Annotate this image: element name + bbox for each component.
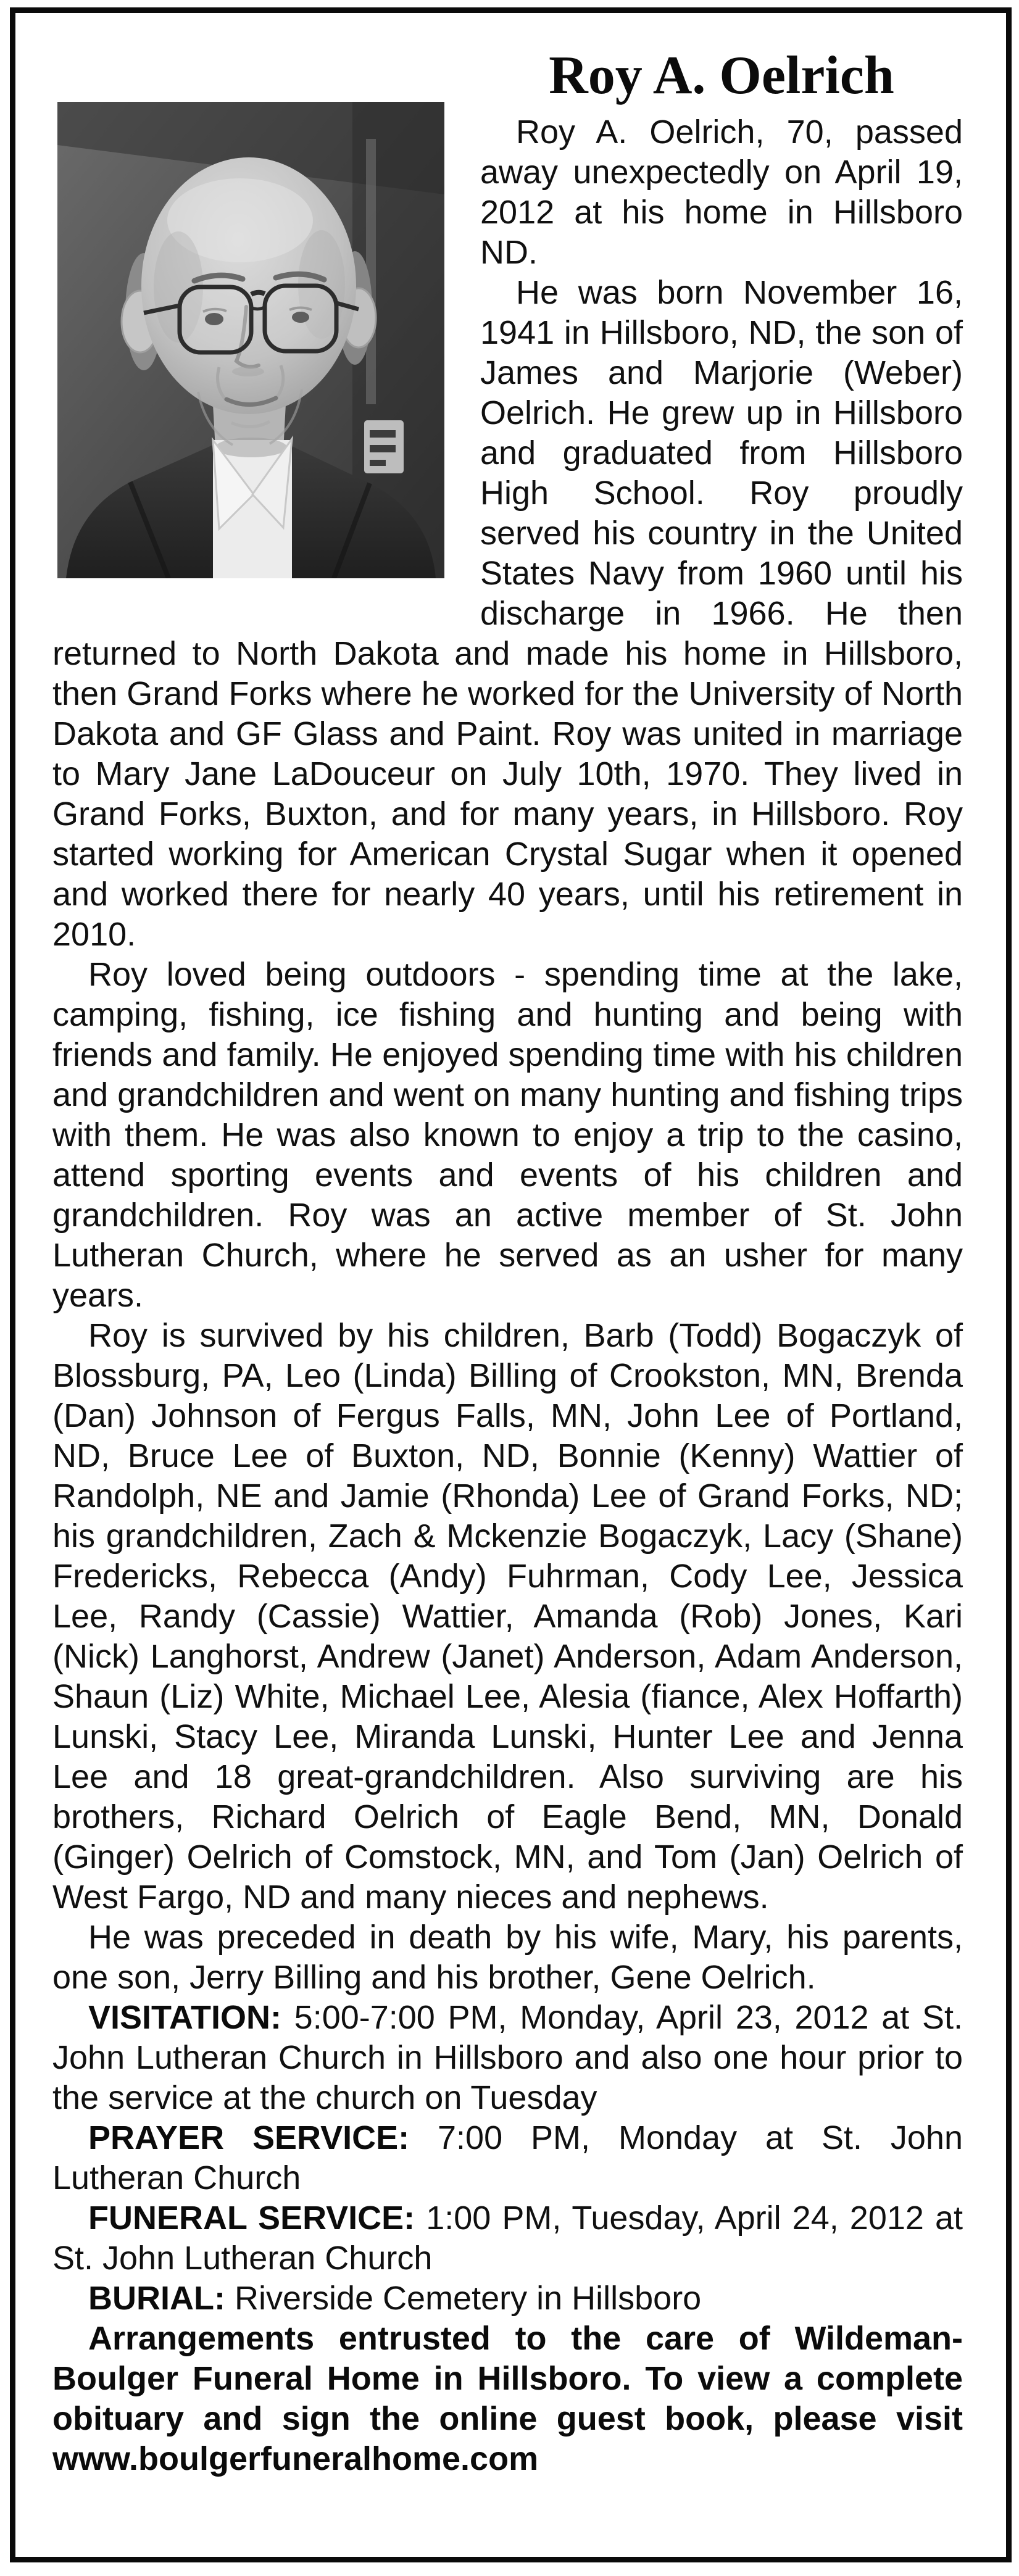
service-burial-label: BURIAL: <box>88 2279 225 2317</box>
shirt <box>213 438 292 578</box>
obituary-paragraph-preceded: He was preceded in death by his wife, Mary, his parents, one son, Jerry Billing and his brother, Gene Oelrich. <box>52 1918 963 1996</box>
obituary-paragraph-biography: He was born November 16, 1941 in Hillsboro, ND, the son of James and Marjorie (Weber) Oelrich. He grew up in Hillsboro and graduated from Hillsboro High School. Roy proudly served his country in the United States Navy from 1960 until his discharge in 1966. He then returned to North Dakota and made his home in Hillsboro, then Grand Forks where he worked for the University of North Dakota and GF Glass and Paint. Roy was united in marriage to Mary Jane LaDouceur on July 10th, 1970. They lived in Grand Forks, Buxton, and for many years, in Hillsboro. Roy started working for American Crystal Sugar when it opened and worked there for nearly 40 years, until his retirement in 2010. <box>52 273 963 953</box>
obituary-frame <box>10 7 1012 2562</box>
obituary-title: Roy A. Oelrich <box>549 46 894 106</box>
portrait-photo <box>57 102 444 578</box>
service-visitation-text: 5:00-7:00 PM, Monday, April 23, 2012 at St. John Lutheran Church in Hillsboro and also one hour prior to the service at the church on Tuesday <box>52 1998 963 2116</box>
exit-sign <box>364 420 404 473</box>
service-prayer-text: 7:00 PM, Monday at St. John Lutheran Church <box>52 2119 963 2196</box>
obituary-paragraph-intro: Roy A. Oelrich, 70, passed away unexpectedly on April 19, 2012 at his home in Hillsboro ND. <box>480 113 963 271</box>
portrait-illustration <box>57 102 444 578</box>
arrangements-paragraph: Arrangements entrusted to the care of Wildeman-Boulger Funeral Home in Hillsboro. To view a complete obituary and sign the online guest book, please visit www.boulgerfuneralhome.com <box>52 2319 963 2477</box>
obituary-paragraph-hobbies: Roy loved being outdoors - spending time at the lake, camping, fishing, ice fishing and hunting and being with friends and family. He enjoyed spending time with his children and grandchildren and went on many hunting and fishing trips with them. He was also known to enjoy a trip to the casino, attend sporting events and events of his children and grandchildren. Roy was an active member of St. John Lutheran Church, where he served as an usher for many years. <box>52 955 963 1314</box>
service-burial-text: Riverside Cemetery in Hillsboro <box>225 2279 702 2317</box>
service-visitation-label: VISITATION: <box>88 1998 281 2036</box>
service-prayer <box>52 2118 963 2198</box>
service-funeral-label: FUNERAL SERVICE: <box>88 2199 415 2237</box>
obituary-paragraph-survivors: Roy is survived by his children, Barb (Todd) Bogaczyk of Blossburg, PA, Leo (Linda) Billing of Crookston, MN, Brenda (Dan) Johnson of Fergus Falls, MN, John Lee of Portland, ND, Bruce Lee of Buxton, ND, Bonnie (Kenny) Wattier of Randolph, NE and Jamie (Rhonda) Lee of Grand Forks, ND; his grandchildren, Zach & Mckenzie Bogaczyk, Lacy (Shane) Fredericks, Rebecca (Andy) Fuhrman, Cody Lee, Jessica Lee, Randy (Cassie) Wattier, Amanda (Rob) Jones, Kari (Nick) Langhorst, Andrew (Janet) Anderson, Adam Anderson, Shaun (Liz) White, Michael Lee, Alesia (fiance, Alex Hoffarth) Lunski, Stacy Lee, Miranda Lunski, Hunter Lee and Jenna Lee and 18 great-grandchildren. Also surviving are his brothers, Richard Oelrich of Eagle Bend, MN, Donald (Ginger) Oelrich of Comstock, MN, and Tom (Jan) Oelrich of West Fargo, ND and many nieces and nephews. <box>52 1316 963 1916</box>
service-funeral-text: 1:00 PM, Tuesday, April 24, 2012 at St. John Lutheran Church <box>52 2199 963 2277</box>
service-funeral <box>52 2198 963 2279</box>
service-burial <box>52 2279 963 2319</box>
service-prayer-label: PRAYER SERVICE: <box>88 2119 410 2156</box>
service-visitation <box>52 1998 963 2118</box>
